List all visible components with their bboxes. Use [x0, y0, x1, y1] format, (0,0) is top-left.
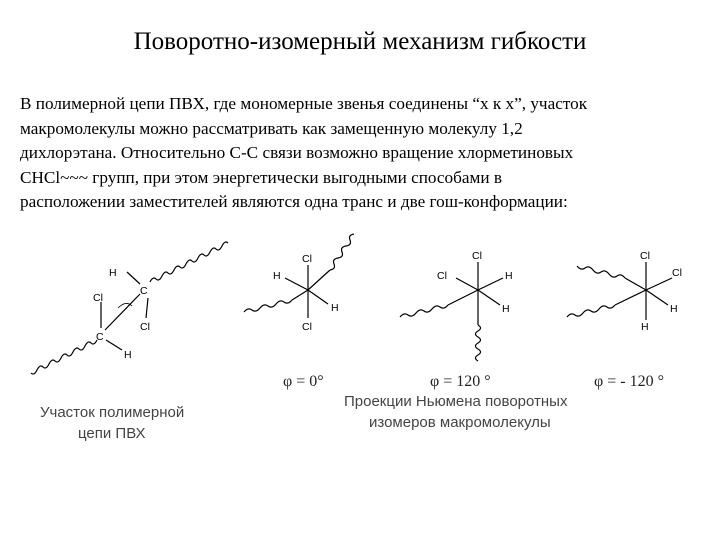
polymer-chain-wave	[577, 266, 625, 278]
polymer-chain-wave	[476, 325, 481, 361]
atom-label: H	[502, 303, 510, 315]
polymer-chain-wave-top	[150, 242, 228, 282]
atom-label: Cl	[302, 253, 312, 265]
projections-caption: изомеров макромолекулы	[369, 414, 551, 431]
atom-label: C	[96, 331, 104, 343]
angle-label: φ = 0°	[283, 373, 324, 390]
atom-label: H	[641, 321, 649, 333]
paragraph-line: В полимерной цепи ПВХ, где мономерные звенья соединены “х к х”, участок	[20, 94, 588, 113]
atom-label: H	[109, 267, 117, 279]
angle-label: φ = 120 °	[430, 373, 491, 390]
chain-caption: Участок полимерной	[40, 404, 185, 421]
paragraph-line: дихлорэтана. Относительно С-С связи возможно вращение хлорметиновых	[20, 143, 574, 162]
paragraph-line: расположении заместителей являются одна транс и две гош-конформации:	[20, 192, 568, 211]
atom-label: Cl	[140, 321, 150, 333]
projections-caption: Проекции Ньюмена поворотных	[344, 393, 568, 410]
atom-label: Cl	[302, 321, 312, 333]
polymer-chain-wave	[567, 305, 615, 317]
polymer-chain-wave	[244, 300, 292, 312]
slide-title: Поворотно-изомерный механизм гибкости	[133, 28, 587, 55]
atom-label: H	[505, 270, 513, 282]
atom-label: H	[331, 302, 339, 314]
newman-projection-minus-120	[567, 262, 672, 320]
polymer-chain-wave-bottom	[31, 340, 97, 374]
angle-label: φ = - 120 °	[594, 373, 664, 390]
paragraph-line: макромолекулы можно рассматривать как замещенную молекулу 1,2	[20, 118, 523, 138]
atom-label: H	[273, 270, 281, 282]
atom-label: Cl	[472, 250, 482, 262]
atom-label: Cl	[437, 270, 447, 282]
atom-label: Cl	[672, 267, 682, 279]
chain-caption: цепи ПВХ	[78, 425, 146, 442]
polymer-chain-wave	[330, 234, 354, 270]
atom-label: Cl	[93, 292, 103, 304]
atom-label: H	[670, 303, 678, 315]
paragraph-line: CHCl~~~ групп, при этом энергетически выгодными способами в	[20, 167, 503, 187]
atom-label: H	[124, 349, 132, 361]
atom-label: Cl	[640, 250, 650, 262]
polymer-chain-wave	[400, 305, 448, 317]
newman-projection-120	[400, 262, 503, 361]
atom-label: C	[140, 285, 148, 297]
